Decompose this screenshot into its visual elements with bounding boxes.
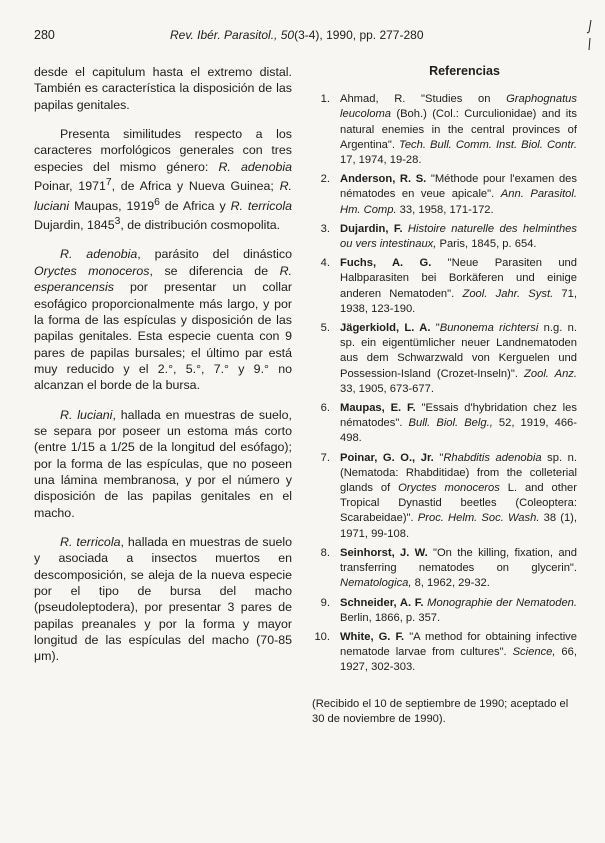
reference-number: 7. [320, 451, 330, 464]
reference-item: 6. Maupas, E. F. "Essais d'hybridation chez les nématodes". Bull. Biol. Belg., 52, 1919, 466-498. [312, 401, 577, 447]
italic-text: Tech. Bull. Comm. Inst. Biol. Contr. [399, 138, 577, 151]
body-paragraph: R. terricola, hallada en muestras de suelo y asociada a insectos muertos en descomposición, se aleja de la nueva especie por el tipo de bursa del macho (pseudoleptodera), por presentar 3 pares de papilas preanales y por la forma y mayor longitud de las espículas del macho (70-85 μm). [34, 534, 292, 664]
reference-author: Anderson, R. S. [340, 173, 427, 186]
italic-text: Bull. Biol. Belg., [408, 417, 493, 430]
running-head [170, 28, 424, 42]
italic-text: Science, [512, 646, 556, 659]
journal-volume: 50 [280, 28, 295, 42]
journal-issue: (3-4), 1990, pp. 277-280 [294, 28, 424, 42]
citation-number: 6 [154, 196, 160, 208]
received-note: (Recibido el 10 de septiembre de 1990; aceptado el 30 de noviembre de 1990). [312, 697, 569, 725]
reference-number: 6. [320, 402, 330, 415]
reference-item: 3. Dujardin, F. Histoire naturelle des helminthes ou vers intestinaux, Paris, 1845, p. 654. [312, 222, 577, 252]
reference-author: Schneider, A. F. [340, 596, 424, 609]
body-paragraph: R. luciani, hallada en muestras de suelo, se separa por poseer un estoma más corto (entre 1/15 a 1/25 de la longitud del esófago); por la forma de las espículas, que no poseen una lámina membranosa, y por el número y disposición de las papilas genitales en el macho. [34, 407, 292, 520]
italic-text: Nematologica, [340, 577, 412, 590]
body-paragraph: desde el capitulum hasta el extremo distal. También es característica la disposición de las papilas genitales. [34, 65, 292, 112]
margin-pen-mark [583, 18, 595, 52]
reference-number: 4. [320, 257, 330, 270]
reference-number: 8. [320, 546, 330, 559]
journal-title: Rev. Ibér. Parasitol., [170, 28, 278, 42]
italic-text: Proc. Helm. Soc. Wash. [417, 512, 540, 525]
reference-item: 4. Fuchs, A. G. "Neue Parasiten und Halbparasiten bei Borkäferen und einige anderen Nematoden". Zool. Jahr. Syst. 71, 1938, 123-190. [312, 256, 577, 317]
italic-text: Histoire naturelle des helminthes ou vers intestinaux, [340, 222, 577, 251]
italic-text: R. terricola [230, 198, 292, 213]
italic-text: R. adenobia [60, 247, 138, 262]
reference-item: 9. Schneider, A. F. Monographie der Nematoden. Berlin, 1866, p. 357. [312, 596, 577, 626]
reference-item: 7. Poinar, G. O., Jr. "Rhabditis adenobia sp. n. (Nematoda: Rhabditidae) from the colleterial glands of Oryctes monoceros L. and other Tropical Dynastid beetles (Coleoptera: Scarabeidae)". Proc. Helm. Soc. Wash. 38 (1), 1971, 99-108. [312, 451, 577, 542]
italic-text: R. luciani [60, 407, 113, 422]
italic-text: Graphognatus leucoloma [340, 93, 577, 121]
italic-text: Oryctes monoceros [398, 482, 500, 495]
left-column [34, 64, 292, 678]
italic-text: R. esperancensis [34, 263, 292, 295]
reference-list [312, 92, 577, 675]
citation-number: 7 [105, 177, 112, 189]
italic-text: Oryctes monoceros [34, 263, 150, 278]
reference-item: 1. Ahmad, R. "Studies on Graphognatus leucoloma (Boh.) (Col.: Curculionidae) and its natural enemies in the central provinces of Argentina". Tech. Bull. Comm. Inst. Biol. Contr. 17, 1974, 19-28. [312, 92, 577, 168]
reference-number: 1. [320, 93, 330, 106]
reference-item: 2. Anderson, R. S. "Méthode pour l'examen des nématodes en veue apicale". Ann. Parasitol. Hm. Comp. 33, 1958, 171-172. [312, 172, 577, 218]
reference-number: 10. [314, 630, 330, 643]
reference-number: 3. [320, 222, 330, 235]
italic-text: R. luciani [34, 179, 292, 213]
italic-text: Monographie der Nematoden. [427, 596, 577, 609]
italic-text: R. terricola [60, 534, 121, 549]
reference-author: Jägerkiold, L. A. [340, 322, 431, 335]
reference-item: 8. Seinhorst, J. W. "On the killing, fixation, and transferring nematodes on glycerin". Nematologica, 8, 1962, 29-32. [312, 546, 577, 592]
reference-author: Seinhorst, J. W. [340, 546, 428, 559]
italic-text: Zool. Jahr. Syst. [462, 287, 554, 300]
page-number: 280 [34, 28, 55, 42]
references-heading: Referencias [429, 64, 500, 78]
reference-author: White, G. F. [340, 630, 405, 643]
italic-text: Ann. Parasitol. Hm. Comp. [340, 188, 577, 216]
body-paragraph: R. adenobia, parásito del dinástico Oryctes monoceros, se diferencia de R. esperancensis por presentar un collar esofágico proporcionalmente más largo, y por la forma de las espículas y disposición de las papilas genitales. Esta especie cuenta con 9 pares de papilas bursales; el último par está muy reducido y el 2.°, 5.°, 7.° y 9.° no alcanzan el borde de la bursa. [34, 247, 292, 393]
right-column [312, 64, 577, 727]
reference-number: 5. [320, 322, 330, 335]
reference-number: 2. [320, 173, 330, 186]
citation-number: 3 [114, 216, 121, 227]
reference-author: Poinar, G. O., Jr. [340, 451, 434, 464]
italic-text: R. adenobia [218, 159, 292, 174]
italic-text: Zool. Anz. [524, 367, 577, 380]
reference-number: 9. [320, 596, 330, 609]
reference-author: Dujardin, F. [340, 222, 403, 235]
reference-author: Fuchs, A. G. [340, 257, 432, 270]
italic-text: Rhabditis adenobia [443, 451, 542, 464]
reference-author: Maupas, E. F. [340, 402, 416, 415]
body-paragraph: Presenta similitudes respecto a los caracteres morfológicos generales con tres especies del mismo género: R. adenobia Poinar, 1971$^7$, de Africa y Nueva Guinea; R. luciani Maupas, 1919$^6$ de Africa y R. terricola Dujardin, 1845$^3$, de distribución cosmopolita. [34, 127, 292, 233]
reference-item: 5. Jägerkiold, L. A. "Bunonema richtersi n.g. n. sp. ein eigentümlicher neuer Landnematoden aus dem Schwarzwald von Kerguelen und Possession-Island (Crozet-Inseln)". Zool. Anz. 33, 1905, 673-677. [312, 321, 577, 397]
italic-text: Bunonema richtersi [439, 322, 539, 335]
reference-item: 10. White, G. F. "A method for obtaining infective nematode larvae from cultures". Science, 66, 1927, 302-303. [312, 630, 577, 676]
